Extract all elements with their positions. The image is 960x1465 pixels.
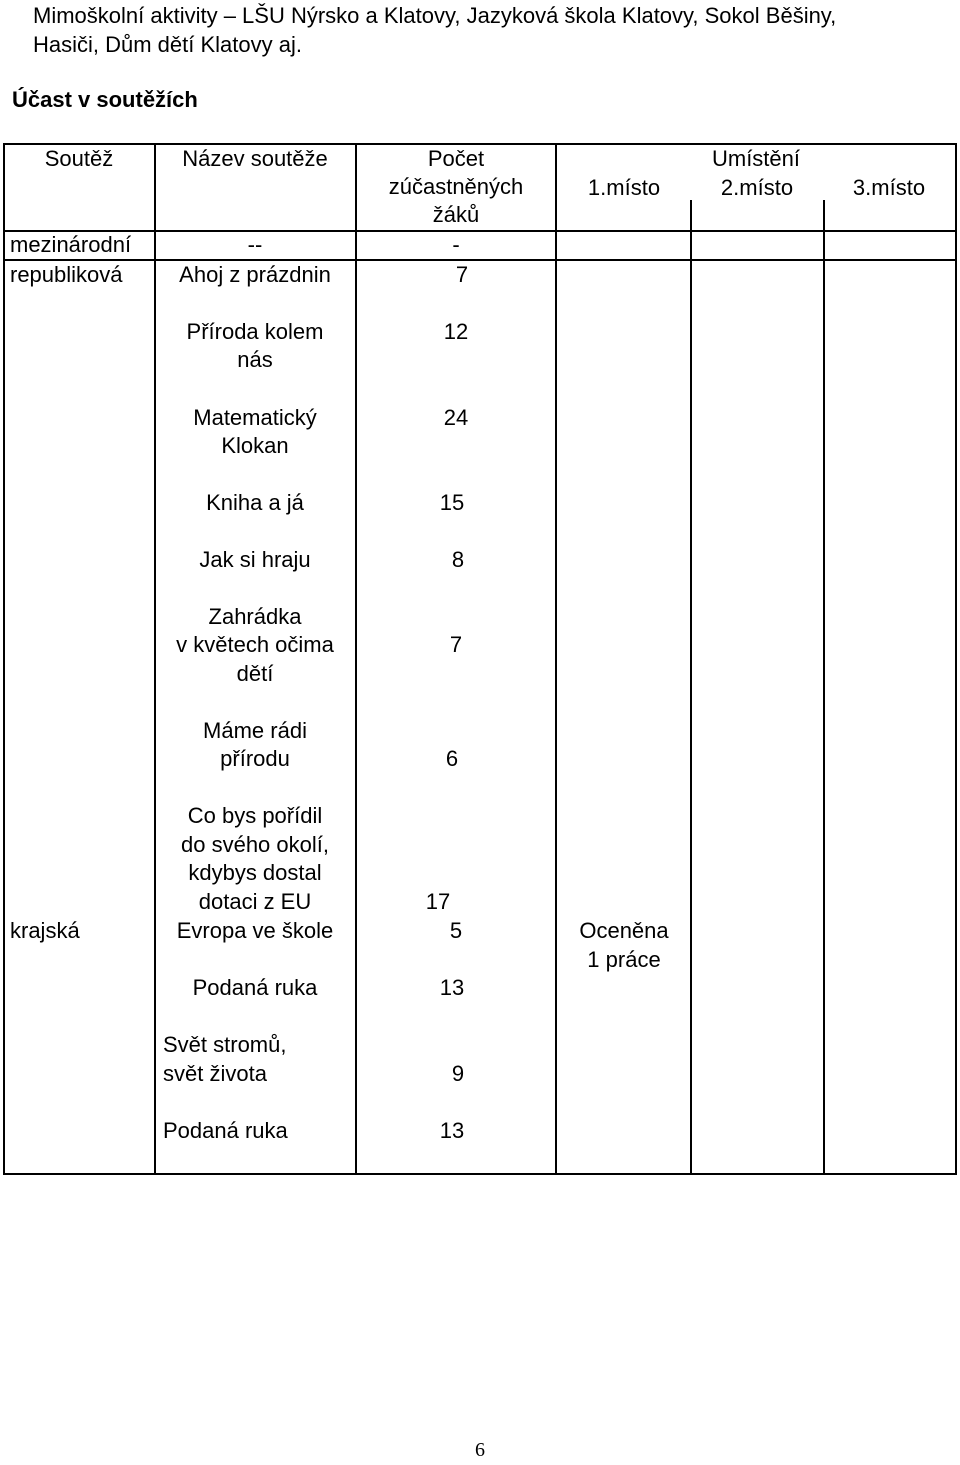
header-competition-name: Název soutěže — [182, 146, 328, 171]
row-count: 5 — [449, 918, 463, 943]
row-name: do svého okolí, — [181, 832, 329, 857]
header-count-line-1: Počet — [427, 146, 485, 171]
row-count: 6 — [445, 746, 459, 771]
row-name: Zahrádka — [208, 604, 302, 629]
row-name: Svět stromů, — [163, 1032, 287, 1057]
table-divider-1 — [154, 143, 156, 1175]
row-name: dotaci z EU — [198, 889, 312, 914]
row-level: mezinárodní — [10, 232, 132, 257]
row-count: 24 — [443, 405, 469, 430]
row-place-1: Oceněna — [579, 918, 669, 943]
row-count: 8 — [451, 547, 465, 572]
row-name: Kniha a já — [206, 490, 304, 515]
row-name: Máme rádi — [203, 718, 307, 743]
header-place-3: 3.místo — [852, 175, 926, 200]
header-count-line-2: zúčastněných — [388, 174, 524, 199]
header-row-divider — [3, 230, 957, 232]
page-number: 6 — [475, 1439, 485, 1461]
row-count: 7 — [455, 262, 469, 287]
header-competition: Soutěž — [44, 146, 114, 171]
row-name: přírodu — [220, 746, 290, 771]
row-count: 12 — [443, 319, 469, 344]
row-name: svět života — [163, 1061, 267, 1086]
row-level: republiková — [10, 262, 123, 287]
row-count: - — [452, 232, 460, 257]
row-name: nás — [237, 347, 273, 372]
table-divider-3 — [555, 143, 557, 1175]
header-place-2: 2.místo — [720, 175, 794, 200]
table-divider-2 — [355, 143, 357, 1175]
intro-line-2: Hasiči, Dům dětí Klatovy aj. — [33, 32, 302, 57]
row-name: dětí — [236, 661, 274, 686]
row-count: 7 — [449, 632, 463, 657]
table-divider-5 — [823, 200, 825, 1175]
row-count: 13 — [439, 975, 465, 1000]
row-name: Jak si hraju — [199, 547, 311, 572]
row-name: Co bys pořídil — [187, 803, 323, 828]
row-name: Příroda kolem — [186, 319, 324, 344]
header-place-1: 1.místo — [587, 175, 661, 200]
row-name: -- — [247, 232, 263, 257]
row-name: kdybys dostal — [188, 860, 322, 885]
row-name: Matematický — [193, 405, 317, 430]
row-name: Klokan — [221, 433, 289, 458]
row-count: 15 — [439, 490, 465, 515]
header-placement: Umístění — [711, 146, 801, 171]
row-name: Podaná ruka — [163, 1118, 288, 1143]
row-count: 17 — [425, 889, 451, 914]
row-count: 9 — [451, 1061, 465, 1086]
intro-line-1: Mimoškolní aktivity – LŠU Nýrsko a Klatovy, Jazyková škola Klatovy, Sokol Běšiny, — [33, 3, 837, 28]
table-border-bottom — [3, 1173, 957, 1175]
row-count: 13 — [439, 1118, 465, 1143]
row-name: Evropa ve škole — [176, 918, 334, 943]
row-name: Ahoj z prázdnin — [179, 262, 331, 287]
table-border-left — [3, 143, 5, 1175]
header-count-line-3: žáků — [432, 202, 480, 227]
table-border-right — [955, 143, 957, 1175]
row-level: krajská — [10, 918, 80, 943]
row-divider-1 — [3, 259, 957, 261]
section-heading: Účast v soutěžích — [12, 87, 198, 112]
row-name: Podaná ruka — [192, 975, 318, 1000]
row-place-1: 1 práce — [587, 947, 661, 972]
row-name: v květech očima — [176, 632, 334, 657]
table-divider-4 — [690, 200, 692, 1175]
